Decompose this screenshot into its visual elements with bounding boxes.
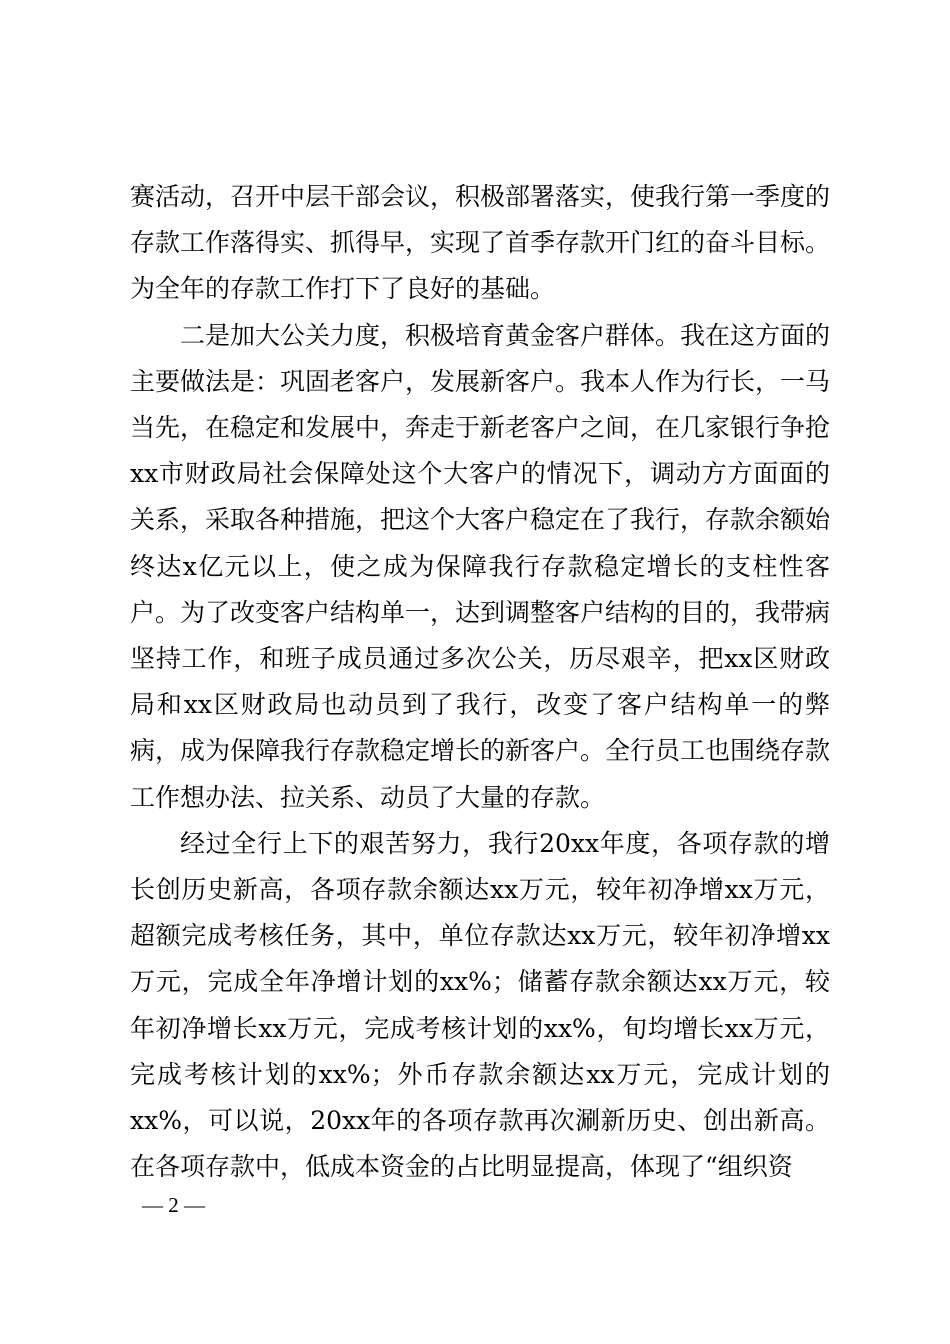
page-number: — 2 — [142, 1193, 205, 1217]
paragraph-continued: 赛活动，召开中层干部会议，积极部署落实，使我行第一季度的存款工作落得实、抓得早，实现了首季存款开门红的奋斗目标。为全年的存款工作打下了良好的基础。 [130, 182, 831, 304]
body-text [130, 174, 830, 1190]
paragraph-client-relations: 二是加大公关力度，积极培育黄金客户群体。我在这方面的主要做法是：巩固老客户，发展新客户。我本人作为行长，一马当先，在稳定和发展中，奔走于新老客户之间，在几家银行争抢xx市财政局社会保障处这个大客户的情况下，调动方方面面的关系，采取各种措施，把这个大客户稳定在了我行，存款余额始终达x亿元以上，使之成为保障我行存款稳定增长的支柱性客户。为了改变客户结构单一，达到调整客户结构的目的，我带病坚持工作，和班子成员通过多次公关，历尽艰辛，把xx区财政局和xx区财政局也动员到了我行，改变了客户结构单一的弊病，成为保障我行存款稳定增长的新客户。全行员工也围绕存款工作想办法、拉关系、动员了大量的存款。 [130, 320, 831, 812]
paragraph-deposit-results: 经过全行上下的艰苦努力，我行20xx年度，各项存款的增长创历史新高，各项存款余额达xx万元，较年初净增xx万元，超额完成考核任务，其中，单位存款达xx万元，较年初净增xx万元，完成全年净增计划的xx%；储蓄存款余额达xx万元，较年初净增长xx万元，完成考核计划的xx%，旬均增长xx万元，完成考核计划的xx%；外币存款余额达xx万元，完成计划的xx%，可以说，20xx年的各项存款再次涮新历史、创出新高。在各项存款中，低成本资金的占比明显提高，体现了“组织资 [130, 828, 830, 1182]
